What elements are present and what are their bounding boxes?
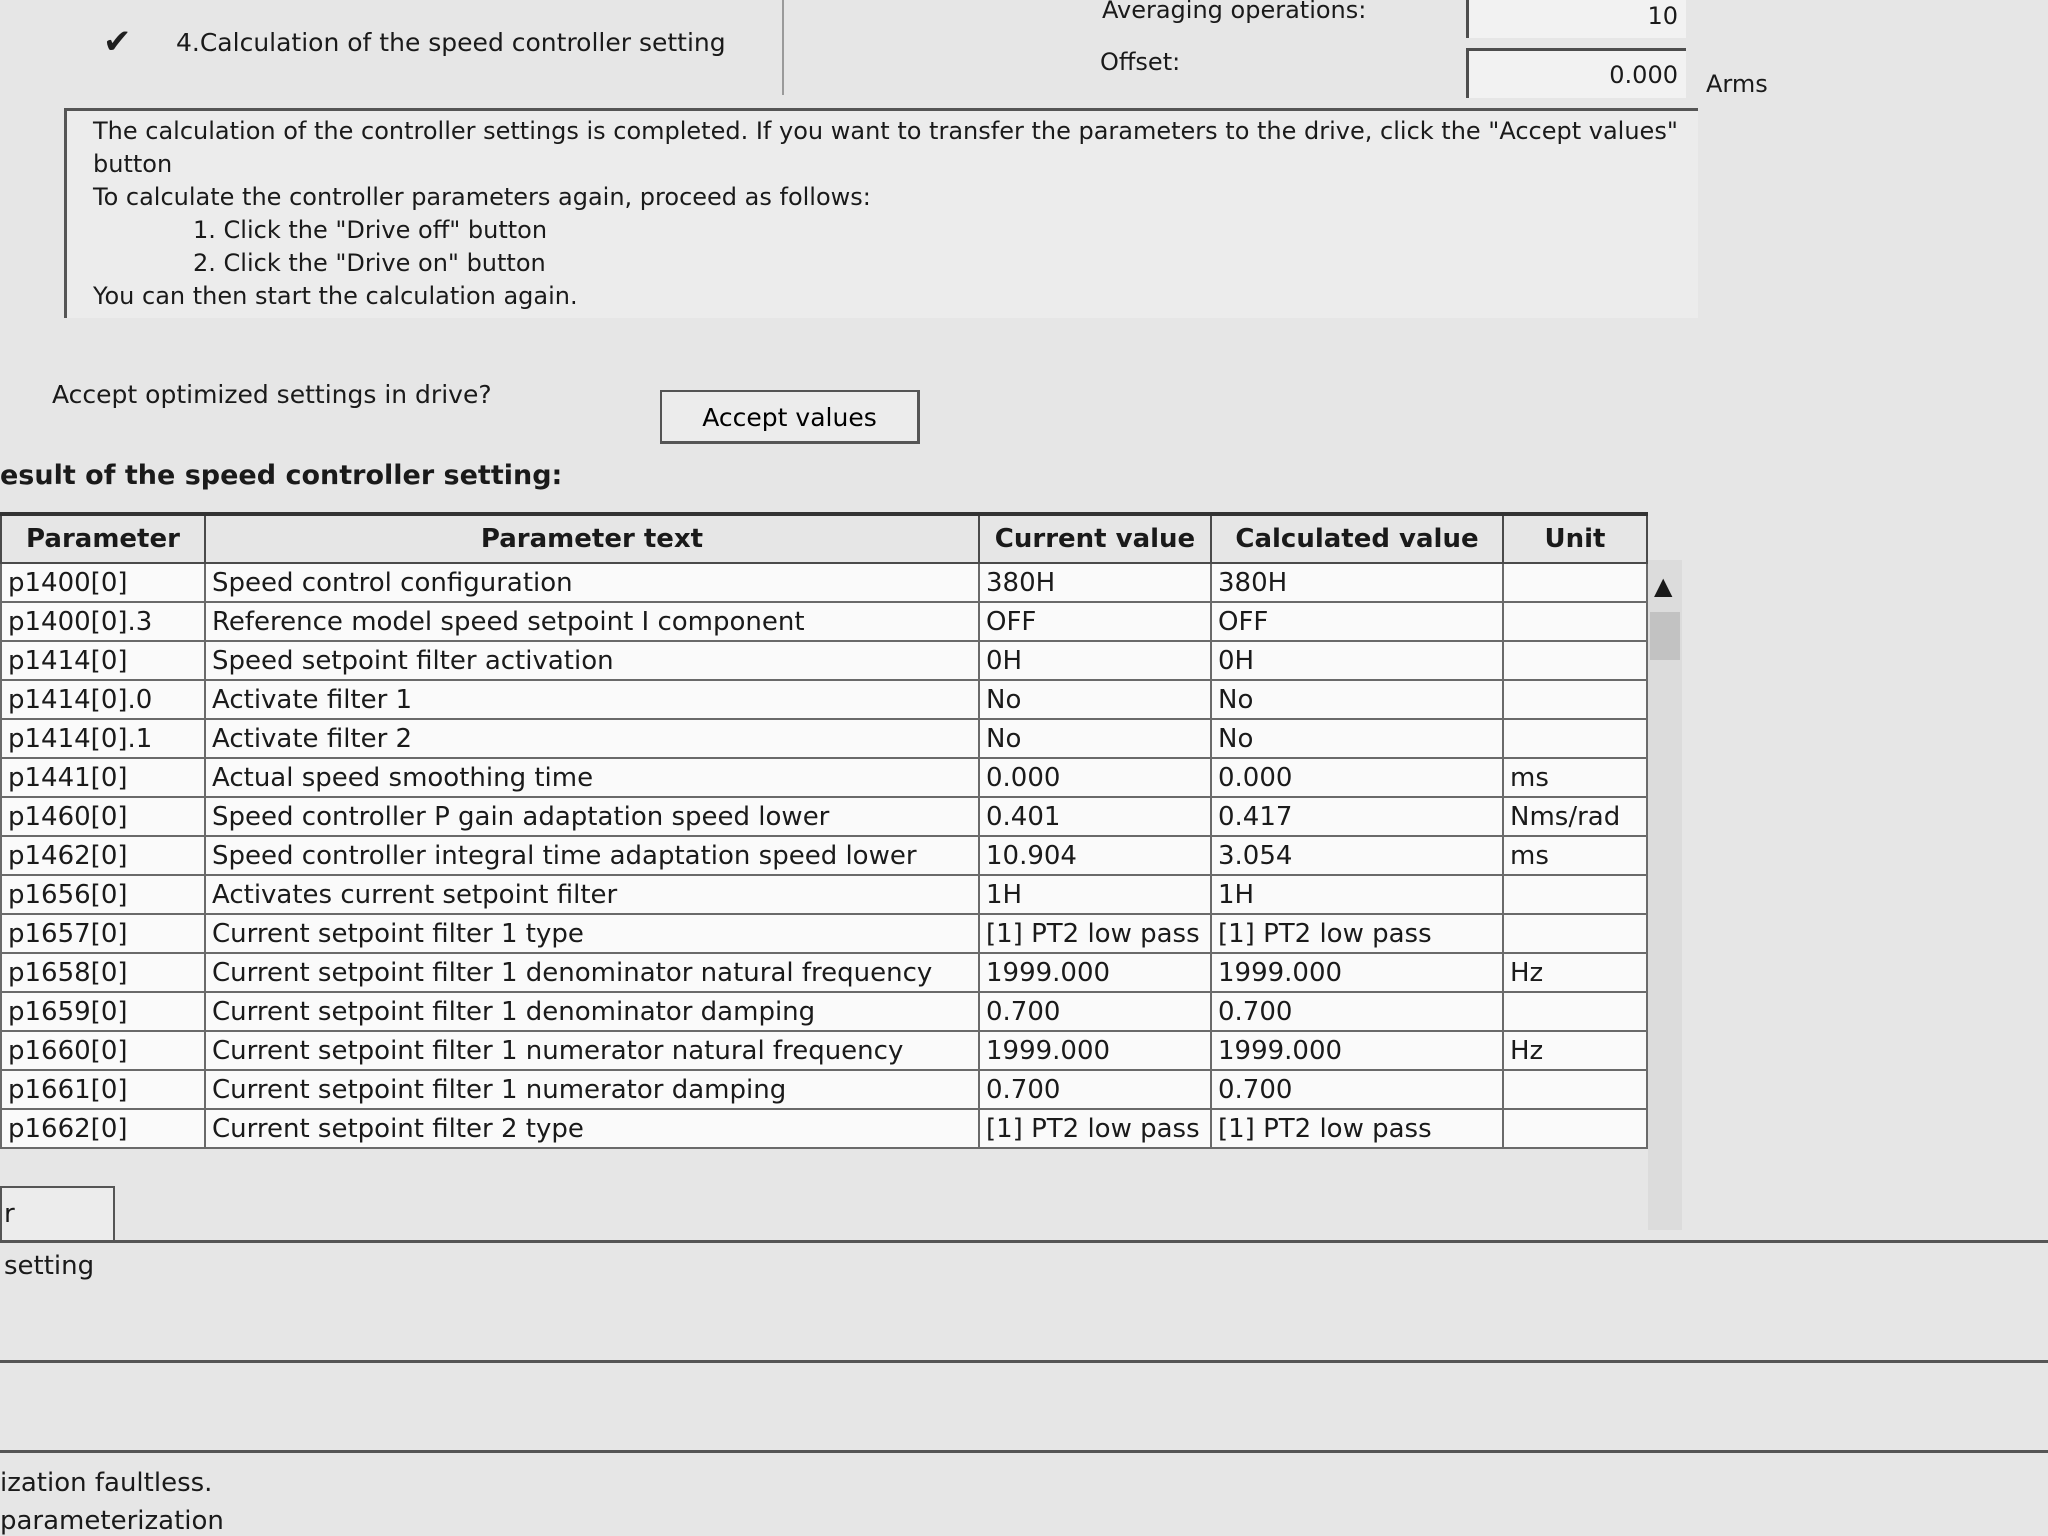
cell-parameter-text: Current setpoint filter 1 numerator natural frequency xyxy=(205,1031,979,1070)
cell-calculated-value: No xyxy=(1211,680,1503,719)
cell-parameter-text: Current setpoint filter 1 denominator damping xyxy=(205,992,979,1031)
info-line-1: The calculation of the controller settings is completed. If you want to transfer the parameters to the drive, click the "Accept values" button xyxy=(93,117,1678,178)
status-line-1: ization faultless. xyxy=(0,1468,213,1498)
info-step-1: 1. Click the "Drive off" button xyxy=(193,216,548,244)
cell-calculated-value: 3.054 xyxy=(1211,836,1503,875)
cell-unit: Nms/rad xyxy=(1503,797,1647,836)
cell-parameter-text: Activate filter 1 xyxy=(205,680,979,719)
parameter-table xyxy=(0,512,1648,1149)
cell-current-value: 10.904 xyxy=(979,836,1211,875)
table-row[interactable] xyxy=(1,836,1647,875)
cell-calculated-value: 0.700 xyxy=(1211,992,1503,1031)
cell-parameter-text: Speed control configuration xyxy=(205,563,979,602)
table-row[interactable] xyxy=(1,992,1647,1031)
cell-parameter-text: Current setpoint filter 1 denominator natural frequency xyxy=(205,953,979,992)
cell-unit: ms xyxy=(1503,836,1647,875)
cell-parameter: p1414[0].0 xyxy=(1,680,205,719)
cell-parameter-text: Current setpoint filter 2 type xyxy=(205,1109,979,1148)
table-row[interactable] xyxy=(1,797,1647,836)
column-header-current-value[interactable]: Current value xyxy=(979,514,1211,563)
cell-parameter: p1661[0] xyxy=(1,1070,205,1109)
scrollbar-thumb[interactable] xyxy=(1650,612,1680,660)
cell-current-value: 1H xyxy=(979,875,1211,914)
cell-parameter: p1662[0] xyxy=(1,1109,205,1148)
cell-current-value: OFF xyxy=(979,602,1211,641)
info-panel xyxy=(64,108,1698,318)
step-label: 4.Calculation of the speed controller setting xyxy=(176,28,726,57)
cell-unit xyxy=(1503,602,1647,641)
offset-label: Offset: xyxy=(1100,48,1181,76)
panel-divider xyxy=(0,1240,2048,1243)
averaging-field[interactable]: 10 xyxy=(1466,0,1686,38)
cell-parameter: p1441[0] xyxy=(1,758,205,797)
cell-calculated-value: 1999.000 xyxy=(1211,953,1503,992)
cell-parameter: p1462[0] xyxy=(1,836,205,875)
cell-current-value: No xyxy=(979,719,1211,758)
cell-unit: Hz xyxy=(1503,1031,1647,1070)
cell-calculated-value: 0.700 xyxy=(1211,1070,1503,1109)
table-row[interactable] xyxy=(1,602,1647,641)
cell-parameter-text: Reference model speed setpoint I component xyxy=(205,602,979,641)
divider xyxy=(782,0,784,95)
column-header-parameter-text[interactable]: Parameter text xyxy=(205,514,979,563)
column-header-parameter[interactable]: Parameter xyxy=(1,514,205,563)
checkmark-icon: ✔ xyxy=(103,22,132,62)
tab-setting[interactable]: r setting xyxy=(0,1186,115,1242)
cell-current-value: 1999.000 xyxy=(979,1031,1211,1070)
panel-divider xyxy=(0,1450,2048,1453)
cell-parameter: p1658[0] xyxy=(1,953,205,992)
cell-calculated-value: 380H xyxy=(1211,563,1503,602)
cell-unit xyxy=(1503,641,1647,680)
cell-unit xyxy=(1503,719,1647,758)
cell-calculated-value: 0.417 xyxy=(1211,797,1503,836)
cell-parameter-text: Activate filter 2 xyxy=(205,719,979,758)
cell-parameter: p1657[0] xyxy=(1,914,205,953)
cell-parameter-text: Actual speed smoothing time xyxy=(205,758,979,797)
status-line-2: parameterization xyxy=(0,1506,224,1536)
cell-current-value: 0.700 xyxy=(979,992,1211,1031)
cell-parameter-text: Current setpoint filter 1 numerator damping xyxy=(205,1070,979,1109)
cell-parameter: p1400[0].3 xyxy=(1,602,205,641)
cell-current-value: No xyxy=(979,680,1211,719)
result-title: esult of the speed controller setting: xyxy=(0,460,563,491)
cell-calculated-value: OFF xyxy=(1211,602,1503,641)
table-row[interactable] xyxy=(1,875,1647,914)
vertical-scrollbar[interactable] xyxy=(1648,560,1682,1230)
cell-calculated-value: [1] PT2 low pass xyxy=(1211,914,1503,953)
cell-parameter: p1400[0] xyxy=(1,563,205,602)
cell-unit xyxy=(1503,992,1647,1031)
offset-unit: Arms xyxy=(1706,70,1768,98)
cell-parameter-text: Speed setpoint filter activation xyxy=(205,641,979,680)
column-header-unit[interactable]: Unit xyxy=(1503,514,1647,563)
cell-unit xyxy=(1503,563,1647,602)
table-row[interactable] xyxy=(1,563,1647,602)
cell-current-value: [1] PT2 low pass xyxy=(979,914,1211,953)
cell-unit xyxy=(1503,914,1647,953)
cell-current-value: 0.700 xyxy=(979,1070,1211,1109)
info-line-2: To calculate the controller parameters again, proceed as follows: xyxy=(93,183,871,211)
cell-parameter: p1414[0] xyxy=(1,641,205,680)
table-row[interactable] xyxy=(1,1031,1647,1070)
cell-parameter: p1660[0] xyxy=(1,1031,205,1070)
cell-current-value: 380H xyxy=(979,563,1211,602)
cell-parameter-text: Speed controller integral time adaptation speed lower xyxy=(205,836,979,875)
cell-calculated-value: 1999.000 xyxy=(1211,1031,1503,1070)
cell-unit: Hz xyxy=(1503,953,1647,992)
offset-field[interactable]: 0.000 xyxy=(1466,48,1686,98)
cell-unit xyxy=(1503,875,1647,914)
table-row[interactable] xyxy=(1,641,1647,680)
cell-parameter: p1460[0] xyxy=(1,797,205,836)
cell-calculated-value: 0.000 xyxy=(1211,758,1503,797)
table-row[interactable] xyxy=(1,758,1647,797)
cell-unit: ms xyxy=(1503,758,1647,797)
table-row[interactable] xyxy=(1,680,1647,719)
table-row[interactable] xyxy=(1,914,1647,953)
cell-current-value: 0.401 xyxy=(979,797,1211,836)
column-header-calculated-value[interactable]: Calculated value xyxy=(1211,514,1503,563)
chevron-up-icon[interactable]: ▲ xyxy=(1654,572,1673,600)
table-header-row xyxy=(1,514,1647,563)
table-row[interactable] xyxy=(1,1109,1647,1148)
cell-current-value: [1] PT2 low pass xyxy=(979,1109,1211,1148)
table-row[interactable] xyxy=(1,1070,1647,1109)
accept-values-button[interactable]: Accept values xyxy=(660,390,920,444)
cell-parameter-text: Activates current setpoint filter xyxy=(205,875,979,914)
cell-parameter: p1414[0].1 xyxy=(1,719,205,758)
cell-parameter: p1656[0] xyxy=(1,875,205,914)
cell-parameter-text: Speed controller P gain adaptation speed lower xyxy=(205,797,979,836)
info-line-3: You can then start the calculation again. xyxy=(93,282,578,310)
table-row[interactable] xyxy=(1,719,1647,758)
cell-current-value: 0H xyxy=(979,641,1211,680)
cell-calculated-value: [1] PT2 low pass xyxy=(1211,1109,1503,1148)
panel-divider xyxy=(0,1360,2048,1363)
info-step-2: 2. Click the "Drive on" button xyxy=(193,249,546,277)
averaging-label: Averaging operations: xyxy=(1102,0,1367,24)
table-row[interactable] xyxy=(1,953,1647,992)
cell-calculated-value: 0H xyxy=(1211,641,1503,680)
cell-unit xyxy=(1503,680,1647,719)
cell-unit xyxy=(1503,1109,1647,1148)
cell-parameter: p1659[0] xyxy=(1,992,205,1031)
cell-current-value: 1999.000 xyxy=(979,953,1211,992)
cell-calculated-value: No xyxy=(1211,719,1503,758)
cell-unit xyxy=(1503,1070,1647,1109)
cell-calculated-value: 1H xyxy=(1211,875,1503,914)
cell-parameter-text: Current setpoint filter 1 type xyxy=(205,914,979,953)
accept-question: Accept optimized settings in drive? xyxy=(52,380,492,409)
cell-current-value: 0.000 xyxy=(979,758,1211,797)
